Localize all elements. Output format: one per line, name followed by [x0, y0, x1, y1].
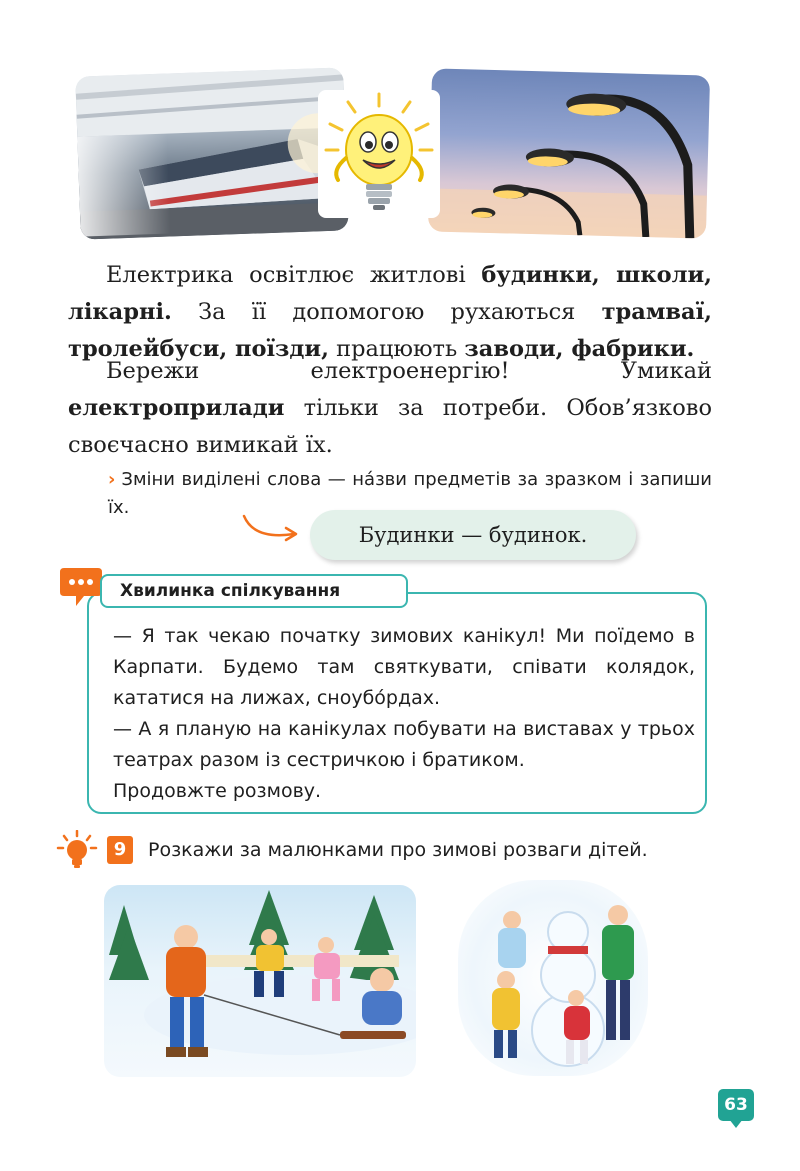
para1-text-2: За її допомогою рухаються [171, 299, 602, 325]
para1-bold-2: трамваї, тролейбуси, поїзди, [68, 299, 712, 362]
winter-skating-illustration [104, 885, 416, 1077]
para1-bold-1: будинки, школи, лікарні. [68, 262, 712, 325]
example-bubble: Будинки — будинок. [310, 510, 636, 560]
page-number-badge: 63 [718, 1089, 754, 1121]
exercise-text: Розкажи за малюнками про зимові розваги дітей. [148, 839, 648, 861]
paragraph-save-energy [68, 353, 712, 464]
para1-text-1: Електрика освітлює житлові [106, 262, 482, 288]
communication-dialogue [113, 621, 695, 807]
paragraph-electricity [68, 257, 712, 368]
exercise-number: 9 [107, 836, 133, 864]
para1-text-3: працюють [328, 336, 465, 362]
para2-text-2: тільки за потреби. Обов’язково своєчасно вимикай їх. [68, 395, 712, 458]
dialogue-line-2: — А я планую на канікулах побувати на виставах у трьох театрах разом із сестричкою і братиком. [113, 718, 695, 771]
curved-arrow-icon [240, 512, 304, 544]
para2-text-1: Бережи електроенергію! Умикай [106, 358, 712, 384]
task-marker-icon: › [108, 469, 116, 490]
task-text: Зміни виділені слова — на́зви предметів за зразком і запиши їх. [108, 469, 712, 518]
para2-bold-1: електроприлади [68, 395, 285, 421]
dialogue-line-1: — Я так чекаю початку зимових канікул! Ми поїдемо в Карпати. Будемо там святкувати, співати колядок, кататися на лижах, сноубо́рдах. [113, 625, 695, 709]
street-lamps-photo [428, 68, 710, 238]
train-photo [75, 67, 349, 239]
page-badge-tail-icon [729, 1119, 743, 1129]
smiling-lightbulb-icon [318, 90, 440, 218]
lightbulb-idea-icon [56, 830, 98, 870]
snowman-illustration [458, 880, 648, 1076]
communication-title: Хвилинка спілкування [100, 574, 408, 608]
para1-bold-3: заводи, фабрики. [464, 336, 695, 362]
dialogue-line-3: Продовжте розмову. [113, 780, 322, 802]
speech-bubble-icon [58, 564, 104, 610]
